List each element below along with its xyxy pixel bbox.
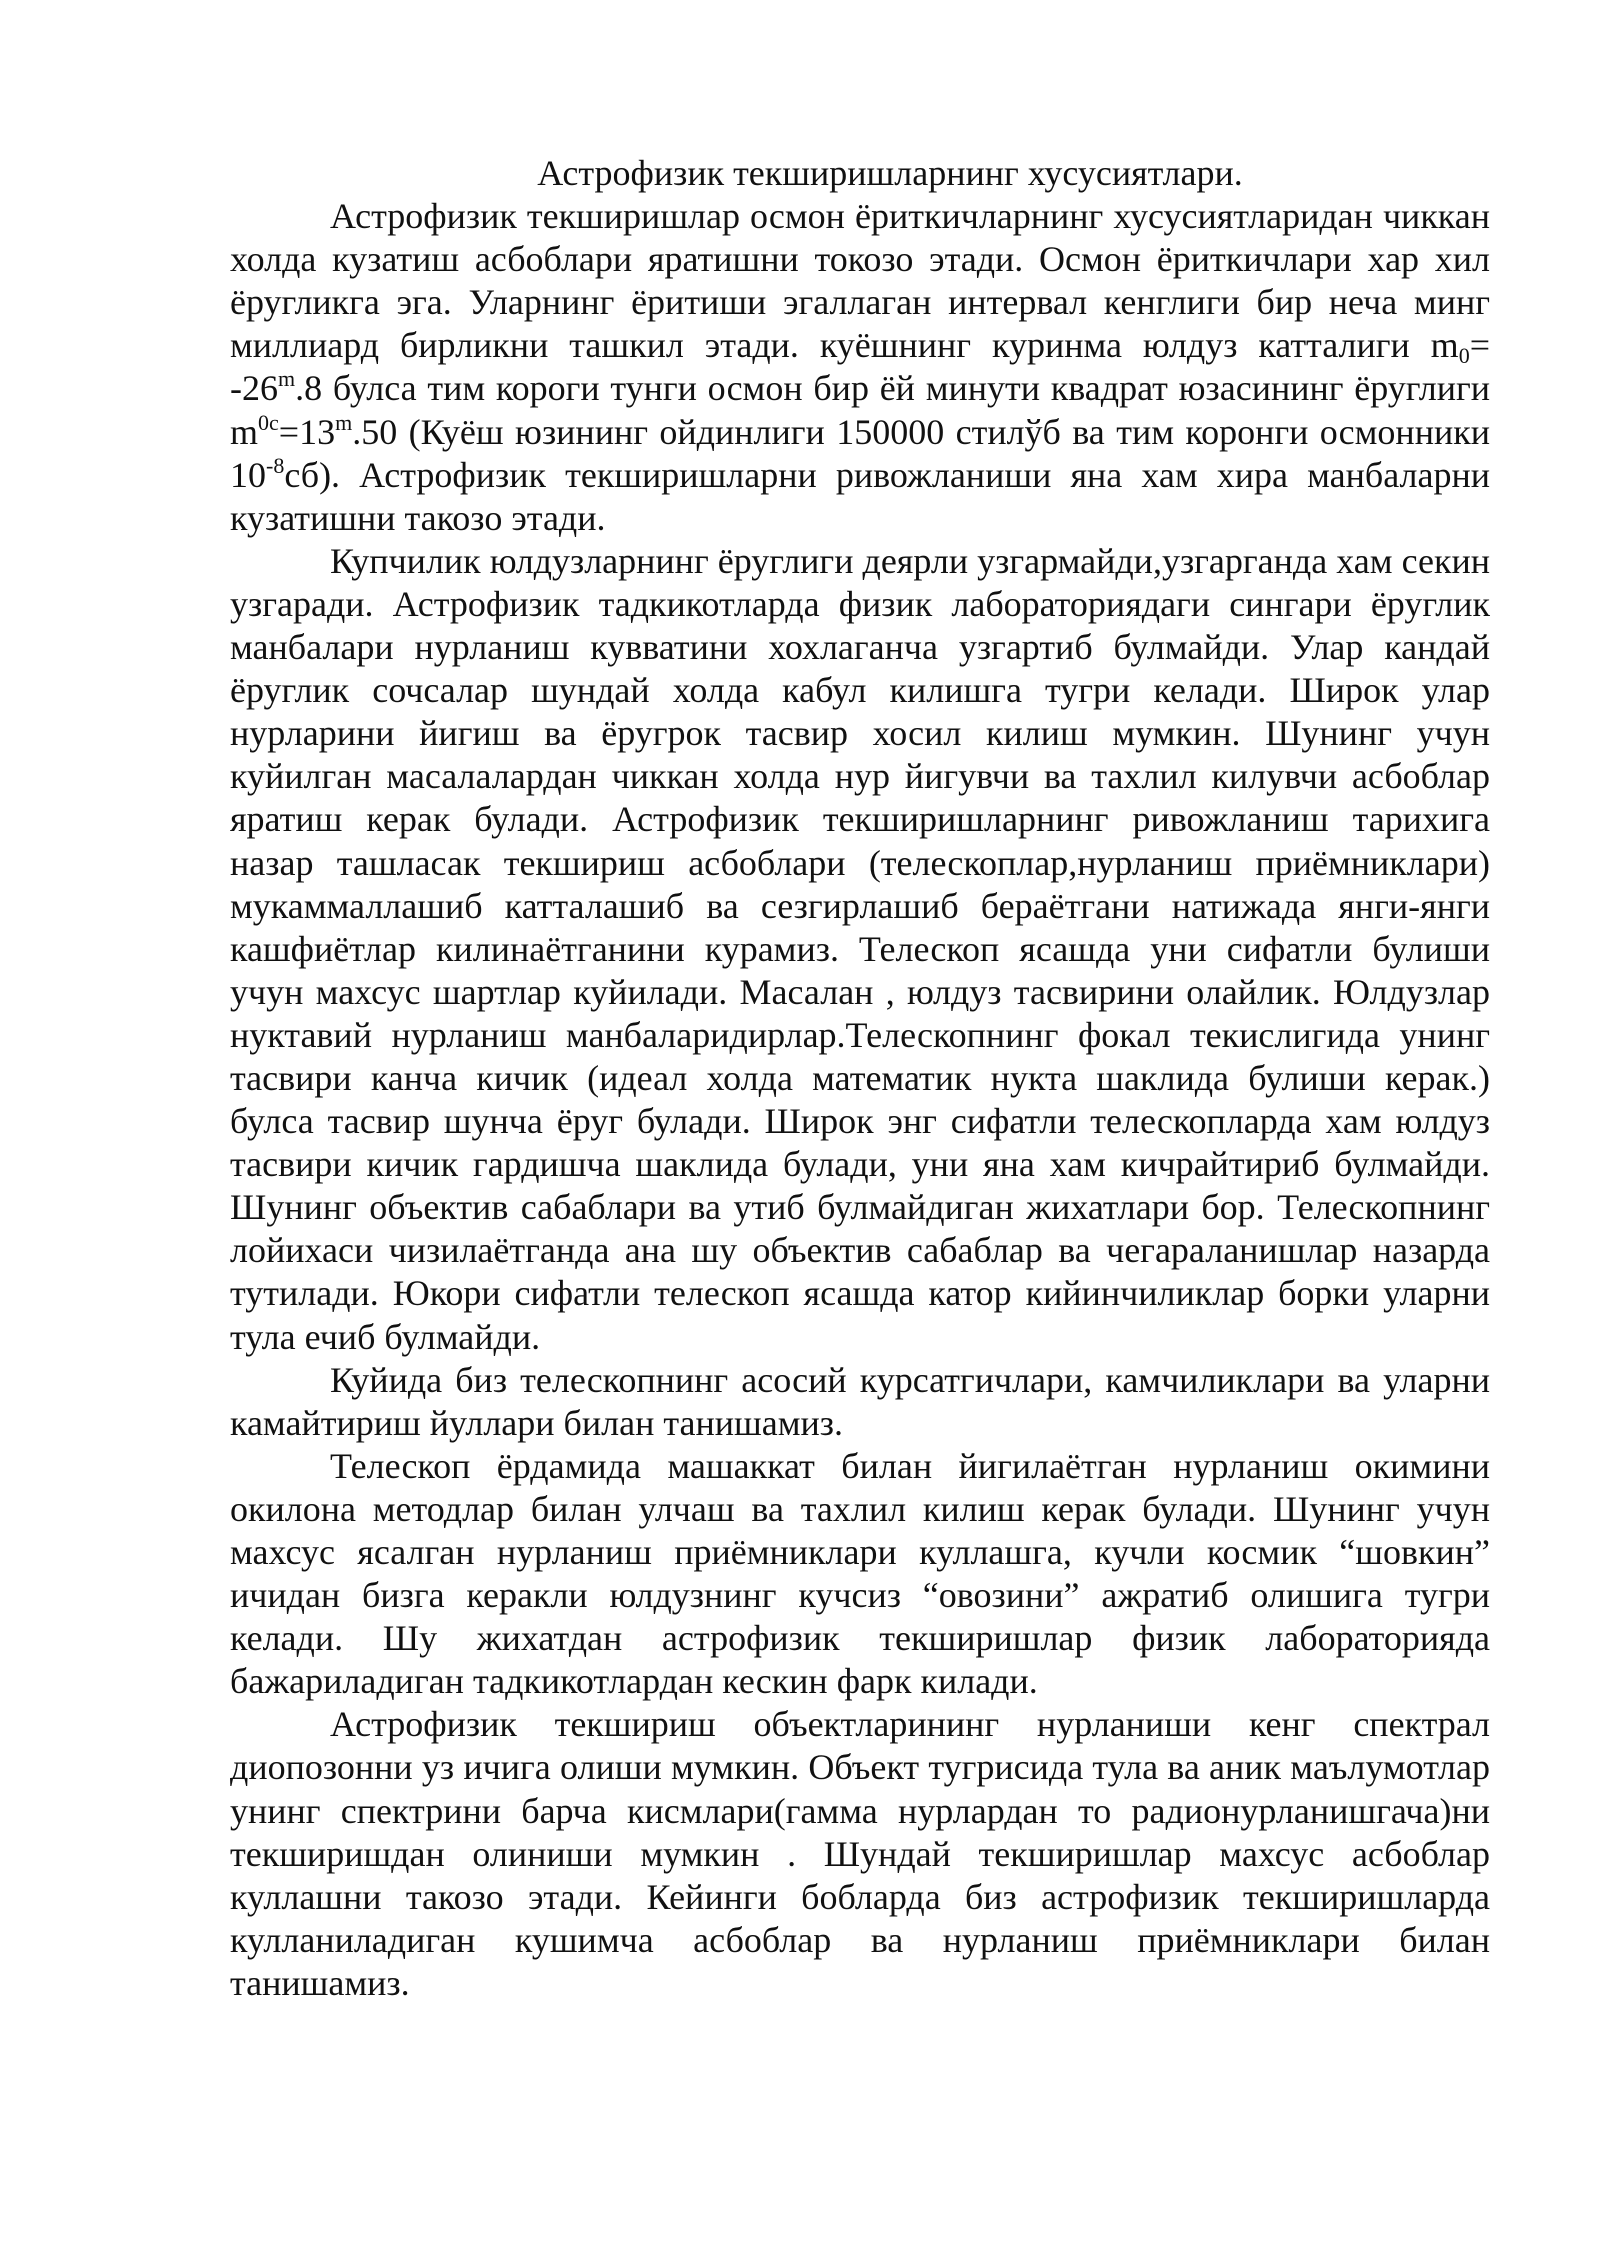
subscript-zero: 0 [1458, 343, 1470, 369]
document-title: Астрофизик текширишларнинг хусусиятлари. [537, 153, 1243, 193]
superscript-m-1: m [278, 366, 296, 392]
paragraph-1-text-f: сб). Астрофизик текширишларни ривожланиши яна хам хира манбаларни кузатишни такозо этади. [230, 454, 1490, 538]
paragraph-1-text-b: = -26 [230, 325, 1490, 409]
paragraph-2: Купчилик юлдузларнинг ёруглиги деярли узгармайди,узгарганда хам секин узгаради. Астрофизик тадкикотларда физик лабораториядаги сингари ёруглик манбалари нурланиш кувватини хохлаганча узгартиб булмайди. Улар кандай ёруглик сочсалар шундай холда кабул килишга тугри келади. Широк улар нурларини йигиш ва ёругрок тасвир хосил килиш мумкин. Шунинг учун куйилган масалалардан чиккан холда нур йигувчи ва тахлил килувчи асбоблар яратиш керак булади. Астрофизик текширишларнинг ривожланиш тарихига назар ташласак текшириш асбоблари (телескоплар,нурланиш приёмниклари) мукаммаллашиб катталашиб ва сезгирлашиб бераётгани натижада янги-янги кашфиётлар килинаётганини курамиз. Телескоп ясашда уни сифатли булиши учун махсус шартлар куйилади. Масалан , юлдуз тасвирини олайлик. Юлдузлар нуктавий нурланиш манбаларидирлар.Телескопнинг фокал текислигида унинг тасвири канча кичик (идеал холда математик нукта шаклида булиши керак.) булса тасвир шунча ёруг булади. Широк энг сифатли телескопларда хам юлдуз тасвири кичик гардишча шаклида булади, уни яна хам кичрайтириб булмайди. Шунинг объектив сабаблари ва утиб булмайдиган жихатлари бор. Телескопнинг лойихаси чизилаётганда ана шу объектив сабаблар ва чегараланишлар назарда тутилади. Юкори сифатли телескоп ясашда катор кийинчиликлар борки уларни тула ечиб булмайди. [230, 540, 1490, 1357]
paragraph-4: Телескоп ёрдамида машаккат билан йигилаётган нурланиш окимини окилона методлар билан улчаш ва тахлил килиш керак булади. Шунинг учун махсус ясалган нурланиш приёмниклари куллашга, кучли космик “шовкин” ичидан бизга керакли юлдузнинг кучсиз “овозини” ажратиб олишига тугри келади. Шу жихатдан астрофизик текширишлар физик лабораторияда бажариладиган тадкикотлардан кескин фарк килади. [230, 1445, 1490, 1702]
superscript-minus-8: -8 [266, 452, 285, 478]
superscript-m-2: m [335, 409, 353, 435]
paragraph-1-text-a: Астрофизик текширишлар осмон ёриткичларнинг хусусиятларидан чиккан холда кузатиш асбоблари яратишни токозо этади. Осмон ёриткичлари хар хил ёругликга эга. Уларнинг ёритиши эгаллаган интервал кенглиги бир неча минг миллиард бирликни ташкил этади. куёшнинг куринма юлдуз катталиги m [230, 196, 1490, 366]
superscript-0c: 0c [258, 409, 279, 435]
paragraph-1-text-c: .8 булса тим короги тунги осмон бир ёй минути квадрат юзасининг ёруглиги m [230, 368, 1490, 452]
paragraph-1-text-d: =13 [278, 411, 336, 452]
paragraph-5: Астрофизик текшириш объектларининг нурланиши кенг спектрал диопозонни уз ичига олиши мумкин. Объект тугрисида тула ва аник маълумотлар унинг спектрини барча кисмлари(гамма нурлардан то радионурланишгача)ни текширишдан олиниши мумкин . Шундай текширишлар махсус асбоблар куллашни такозо этади. Кейинги бобларда биз астрофизик текширишларда кулланиладиган кушимча асбоблар ва нурланиш приёмниклари билан танишамиз. [230, 1704, 1490, 2003]
document-page [230, 152, 1490, 2005]
paragraph-1 [230, 195, 1490, 540]
paragraph-3: Куйида биз телескопнинг асосий курсатгичлари, камчиликлари ва уларни камайтириш йуллари билан танишамиз. [230, 1359, 1490, 1443]
paragraph-1-text-e: .50 (Куёш юзининг ойдинлиги 150000 стилўб ва тим коронги осмонники 10 [230, 411, 1490, 495]
